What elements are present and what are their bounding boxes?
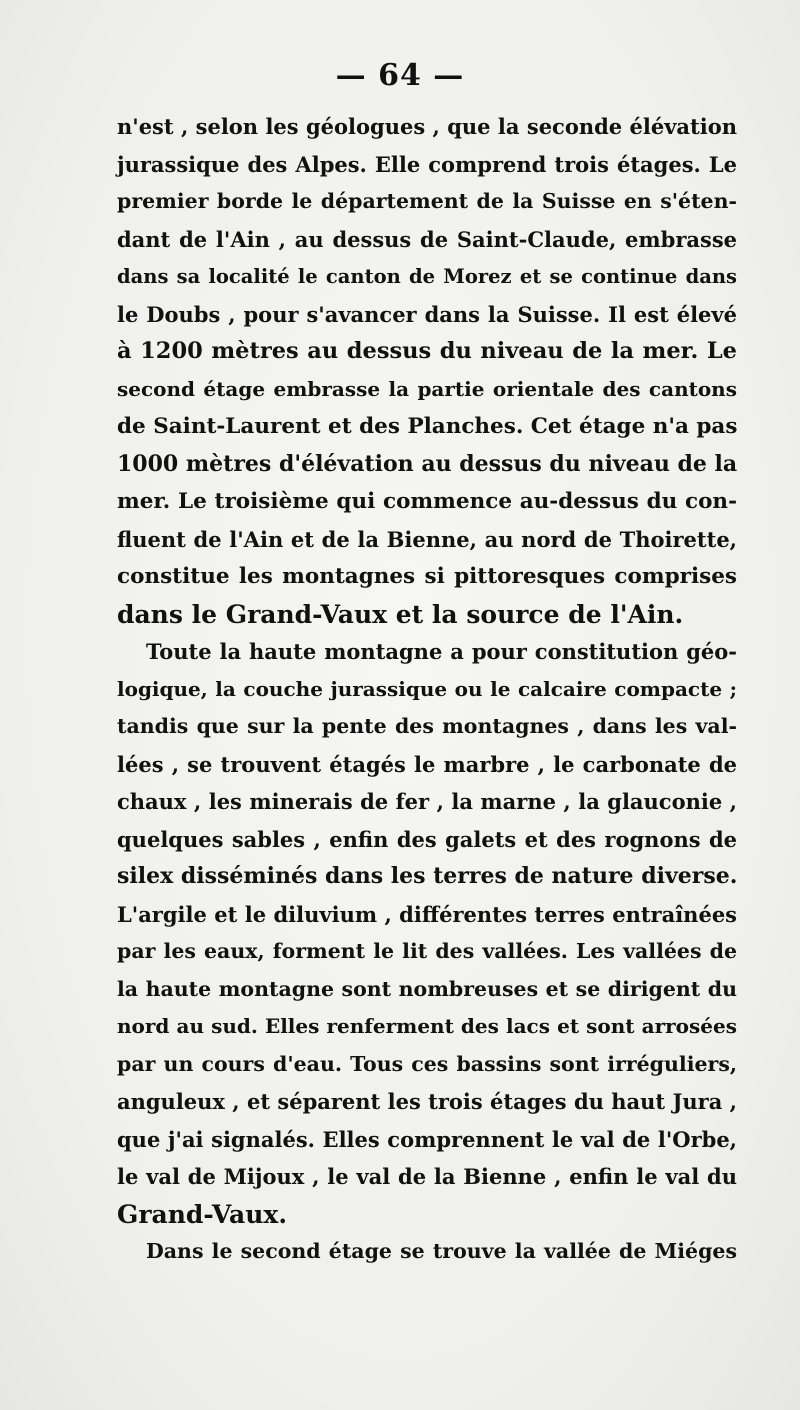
text-line: L'argile et le diluvium , différentes terres entraînées <box>117 901 737 927</box>
text-line: fluent de l'Ain et de la Bienne, au nord de Thoirette, <box>117 526 737 552</box>
text-line: silex disséminés dans les terres de nature diverse. <box>117 863 738 889</box>
paragraph-start-line: Toute la haute montagne a pour constitution géo- <box>146 639 737 664</box>
text-line: premier borde le département de la Suisse en s'éten- <box>117 189 737 213</box>
text-line: quelques sables , enfin des galets et des rognons de <box>117 826 737 852</box>
text-line: dant de l'Ain , au dessus de Saint-Claude, embrasse <box>117 226 737 252</box>
text-line: logique, la couche jurassique ou le calcaire compacte ; <box>117 676 737 701</box>
text-line: chaux , les minerais de fer , la marne , la glauconie , <box>117 789 737 814</box>
text-line: 1000 mètres d'élévation au dessus du niveau de la <box>117 450 738 477</box>
text-line: jurassique des Alpes. Elle comprend trois étages. Le <box>117 151 737 177</box>
text-line: lées , se trouvent étagés le marbre , le carbonate de <box>117 751 737 777</box>
text-line: anguleux , et séparent les trois étages du haut Jura , <box>117 1089 737 1114</box>
text-line: mer. Le troisième qui commence au-dessus du con- <box>117 489 737 514</box>
text-line: Grand-Vaux. <box>117 1199 288 1229</box>
text-line: de Saint-Laurent et des Planches. Cet étage n'a pas <box>117 414 738 439</box>
text-line: à 1200 mètres au dessus du niveau de la mer. Le <box>117 338 737 364</box>
text-line: que j'ai signalés. Elles comprennent le val de l'Orbe, <box>117 1126 737 1152</box>
text-line: par les eaux, forment le lit des vallées. Les vallées de <box>117 939 737 963</box>
text-line: tandis que sur la pente des montagnes , dans les val- <box>117 714 737 738</box>
text-line: nord au sud. Elles renferment des lacs et sont arrosées <box>117 1014 737 1038</box>
text-line: le val de Mijoux , le val de la Bienne , enfin le val du <box>117 1164 737 1189</box>
text-line: par un cours d'eau. Tous ces bassins sont irréguliers, <box>117 1051 737 1076</box>
text-line: le Doubs , pour s'avancer dans la Suisse. Il est élevé <box>117 301 737 327</box>
page-number: — 64 — <box>335 58 465 93</box>
text-line: constitue les montagnes si pittoresques comprises <box>117 564 737 589</box>
text-line: n'est , selon les géologues , que la seconde élévation <box>117 114 737 139</box>
paragraph-start-line: Dans le second étage se trouve la vallée de Miéges <box>146 1239 737 1263</box>
text-line: dans le Grand-Vaux et la source de l'Ain. <box>117 599 684 629</box>
text-line: second étage embrasse la partie orientale des cantons <box>117 376 737 401</box>
text-line: la haute montagne sont nombreuses et se dirigent du <box>117 976 737 1001</box>
text-line: dans sa localité le canton de Morez et se continue dans <box>117 265 737 288</box>
